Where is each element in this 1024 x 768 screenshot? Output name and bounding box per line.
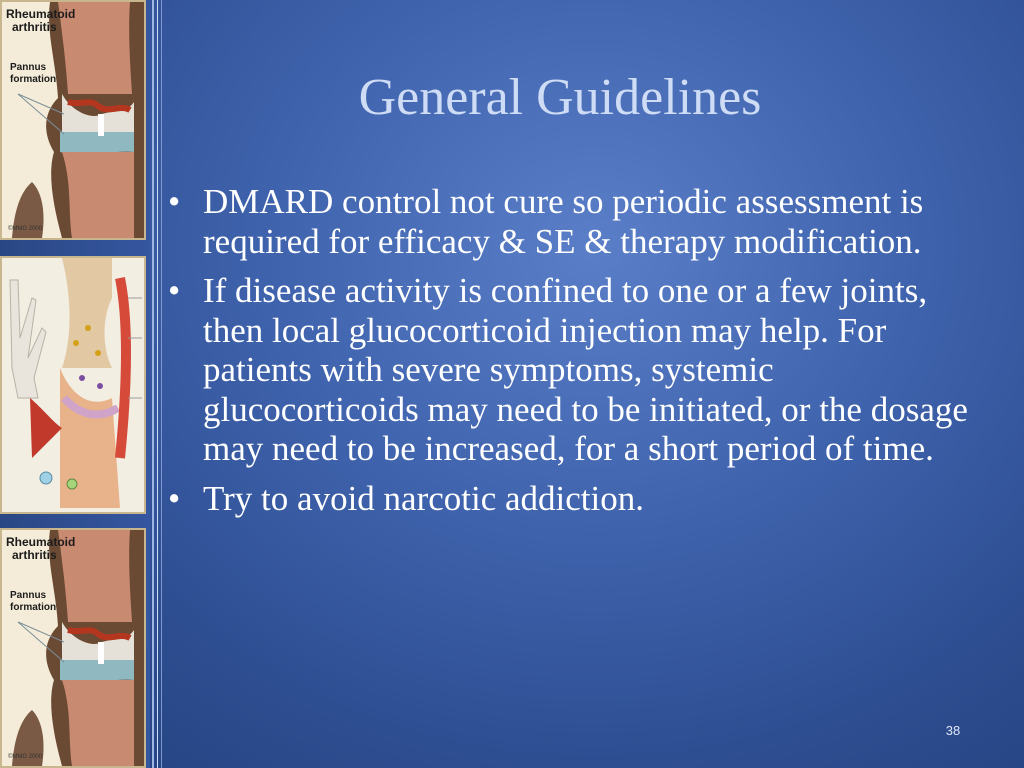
pathophysiology-diagram bbox=[0, 256, 146, 514]
copyright-text: ©MMG 2000 bbox=[8, 226, 43, 232]
bullet-item bbox=[166, 182, 978, 261]
panel-label-line: Rheumatoid bbox=[6, 535, 76, 549]
bullet-icon: • bbox=[168, 478, 181, 518]
pathophysiology-drawing bbox=[2, 258, 144, 512]
slide-number: 38 bbox=[945, 723, 961, 738]
divider-line bbox=[157, 0, 158, 768]
bullet-text: DMARD control not cure so periodic assessment is required for efficacy & SE & therapy modification. bbox=[203, 182, 924, 261]
bullet-text: Try to avoid narcotic addiction. bbox=[203, 478, 644, 518]
divider-line bbox=[161, 0, 162, 768]
panel-label-line: Pannus bbox=[10, 62, 47, 73]
knee-joint-illustration bbox=[0, 0, 146, 240]
knee-joint-drawing bbox=[2, 530, 144, 766]
panel-label-line: Rheumatoid bbox=[6, 7, 76, 21]
bullet-item bbox=[166, 271, 978, 469]
panel-label-line: Pannus bbox=[10, 590, 47, 601]
knee-joint-illustration bbox=[0, 528, 146, 768]
panel-label-line: arthritis bbox=[12, 20, 57, 34]
panel-label-line: arthritis bbox=[12, 548, 57, 562]
panel-label-line: formation bbox=[10, 602, 57, 613]
slide-title: General Guidelines bbox=[358, 69, 762, 126]
bullet-text: If disease activity is confined to one or a few joints, then local glucocorticoid injection may help. For patients with severe symptoms, systemic glucocorticoids may need to be initiated, or the dosage may need to be increased, for a short period of time. bbox=[203, 271, 968, 468]
divider-line bbox=[152, 0, 154, 768]
bullet-list bbox=[166, 182, 978, 528]
bullet-item bbox=[166, 479, 978, 519]
bullet-icon: • bbox=[168, 182, 181, 221]
knee-joint-drawing bbox=[2, 2, 144, 238]
bullet-icon: • bbox=[168, 271, 181, 310]
panel-label-line: formation bbox=[10, 74, 57, 85]
copyright-text: ©MMG 2000 bbox=[8, 754, 43, 760]
